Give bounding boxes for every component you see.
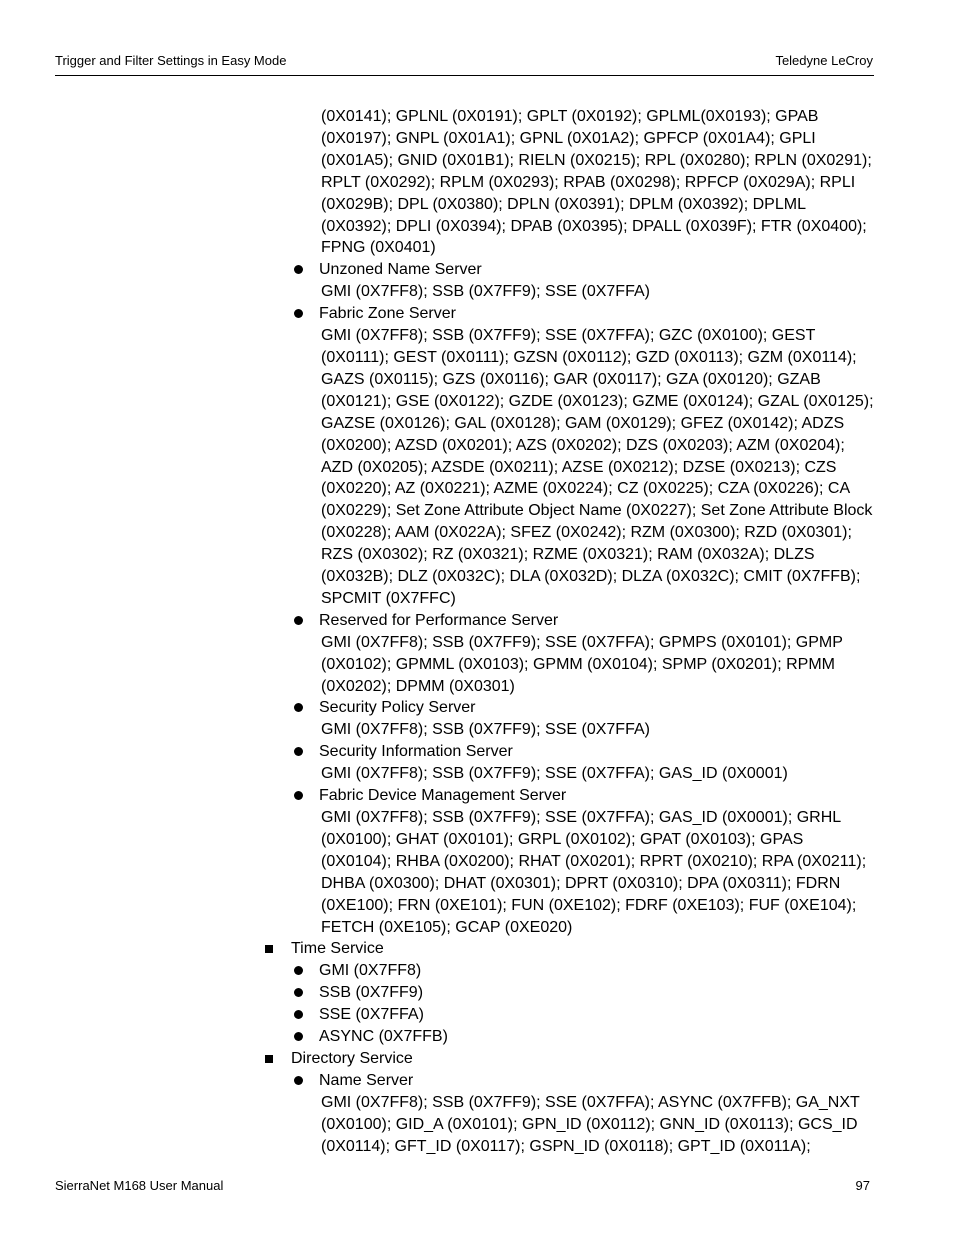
item-title: Unzoned Name Server (319, 261, 482, 279)
circle-bullet-icon (294, 747, 303, 756)
item-title: ASYNC (0X7FFB) (319, 1028, 448, 1046)
list-item (291, 303, 874, 610)
circle-bullet-icon (294, 265, 303, 274)
item-desc: GMI (0X7FF8); SSB (0X7FF9); SSE (0X7FFA) (321, 283, 650, 301)
list-item (291, 1070, 874, 1158)
item-desc: GMI (0X7FF8); SSB (0X7FF9); SSE (0X7FFA); GAS_ID (0X0001); GRHL (0X0100); GHAT (0X0101); GRPL (0X0102); GPAT (0X0103); GPAS (0X0104); RHBA (0X0200); RHAT (0X0201); RPRT (0X0210); RPA (0X0211); DHBA (0X0300); DHAT (0X0301); DPRT (0X0310); DPA (0X0311); FDRN (0XE100); FRN (0XE101); FUN (0XE102); FDRF (0XE103); FUF (0XE104); FETCH (0XE105); GCAP (0XE020) (321, 809, 867, 936)
circle-bullet-icon (294, 1076, 303, 1085)
circle-bullet-icon (294, 966, 303, 975)
circle-bullet-icon (294, 1010, 303, 1019)
circle-bullet-icon (294, 988, 303, 997)
item-title: Name Server (319, 1071, 414, 1089)
list-item (291, 259, 874, 303)
list-item-directory-service (262, 1048, 874, 1070)
circle-bullet-icon (294, 309, 303, 318)
item-desc: GMI (0X7FF8); SSB (0X7FF9); SSE (0X7FFA); ASYNC (0X7FFB); GA_NXT (0X0100); GID_A (0X0101); GPN_ID (0X0112); GNN_ID (0X0113); GCS_ID (0X0114); GFT_ID (0X0117); GSPN_ID (0X0118); GPT_ID (0X011A); (321, 1093, 860, 1155)
item-title: SSE (0X7FFA) (319, 1006, 424, 1024)
header-company: Teledyne LeCroy (775, 53, 873, 68)
page-content (262, 106, 874, 1158)
item-desc: GMI (0X7FF8); SSB (0X7FF9); SSE (0X7FFA) (321, 721, 650, 739)
footer-manual-title: SierraNet M168 User Manual (55, 1178, 224, 1193)
item-title: Fabric Device Management Server (319, 787, 567, 805)
circle-bullet-icon (294, 1032, 303, 1041)
list-item (291, 741, 874, 785)
item-title: SSB (0X7FF9) (319, 984, 424, 1002)
circle-bullet-icon (294, 703, 303, 712)
list-item (291, 697, 874, 741)
header-section-title: Trigger and Filter Settings in Easy Mode (55, 53, 287, 68)
continuation-text: (0X0141); GPLNL (0X0191); GPLT (0X0192); GPLML(0X0193); GPAB (0X0197); GNPL (0X01A1); GPNL (0X01A2); GPFCP (0X01A4); GPLI (0X01A5); GNID (0X01B1); RIELN (0X0215); RPL (0X0280); RPLN (0X0291); RPLT (0X0292); RPLM (0X0293); RPAB (0X0298); RPFCP (0X029A); RPLI (0X029B); DPL (0X0380); DPLN (0X0391); DPLM (0X0392); DPLML (0X0392); DPLI (0X0394); DPAB (0X0395); DPALL (0X039F); FTR (0X0400); FPNG (0X0401) (321, 108, 872, 257)
item-title: Security Policy Server (319, 699, 476, 717)
list-item (291, 610, 874, 698)
circle-bullet-icon (294, 616, 303, 625)
list-item-time-service (262, 938, 874, 960)
page-number: 97 (855, 1178, 870, 1193)
item-title: GMI (0X7FF8) (319, 962, 422, 980)
list-item (291, 982, 874, 1004)
list-item (291, 1004, 874, 1026)
item-desc: GMI (0X7FF8); SSB (0X7FF9); SSE (0X7FFA); GZC (0X0100); GEST (0X0111); GEST (0X0111); GZSN (0X0112); GZD (0X0113); GZM (0X0114); GAZS (0X0115); GZS (0X0116); GAR (0X0117); GZA (0X0120); GZAB (0X0121); GSE (0X0122); GZDE (0X0123); GZME (0X0124); GZAL (0X0125); GAZSE (0X0126); GAL (0X0128); GAM (0X0129); GFEZ (0X0142); ADZS (0X0200); AZSD (0X0201); AZS (0X0202); DZS (0X0203); AZM (0X0204); AZD (0X0205); AZSDE (0X0211); AZSE (0X0212); DZSE (0X0213); CZS (0X0220); AZ (0X0221); AZME (0X0224); CZ (0X0225); CZA (0X0226); CA (0X0229); Set Zone Attribute Object Name (0X0227); Set Zone Attribute Block (0X0228); AAM (0X022A); SFEZ (0X0242); RZM (0X0300); RZD (0X0301); RZS (0X0302); RZ (0X0321); RZME (0X0321); RAM (0X032A); DLZS (0X032B); DLZ (0X032C); DLA (0X032D); DLZA (0X032C); CMIT (0X7FFB); SPCMIT (0X7FFC) (321, 327, 874, 607)
item-desc: GMI (0X7FF8); SSB (0X7FF9); SSE (0X7FFA); GAS_ID (0X0001) (321, 765, 788, 783)
item-desc: GMI (0X7FF8); SSB (0X7FF9); SSE (0X7FFA); GPMPS (0X0101); GPMP (0X0102); GPMML (0X0103); GPMM (0X0104); SPMP (0X0201); RPMM (0X0202); DPMM (0X0301) (321, 633, 843, 695)
section-title: Time Service (291, 940, 384, 958)
list-item (291, 785, 874, 938)
square-bullet-icon (265, 945, 273, 953)
item-title: Reserved for Performance Server (319, 611, 559, 629)
circle-bullet-icon (294, 791, 303, 800)
item-title: Fabric Zone Server (319, 305, 456, 323)
square-bullet-icon (265, 1055, 273, 1063)
section-title: Directory Service (291, 1049, 413, 1067)
header-rule (55, 75, 874, 76)
list-item (291, 960, 874, 982)
item-title: Security Information Server (319, 743, 513, 761)
list-item (291, 1026, 874, 1048)
